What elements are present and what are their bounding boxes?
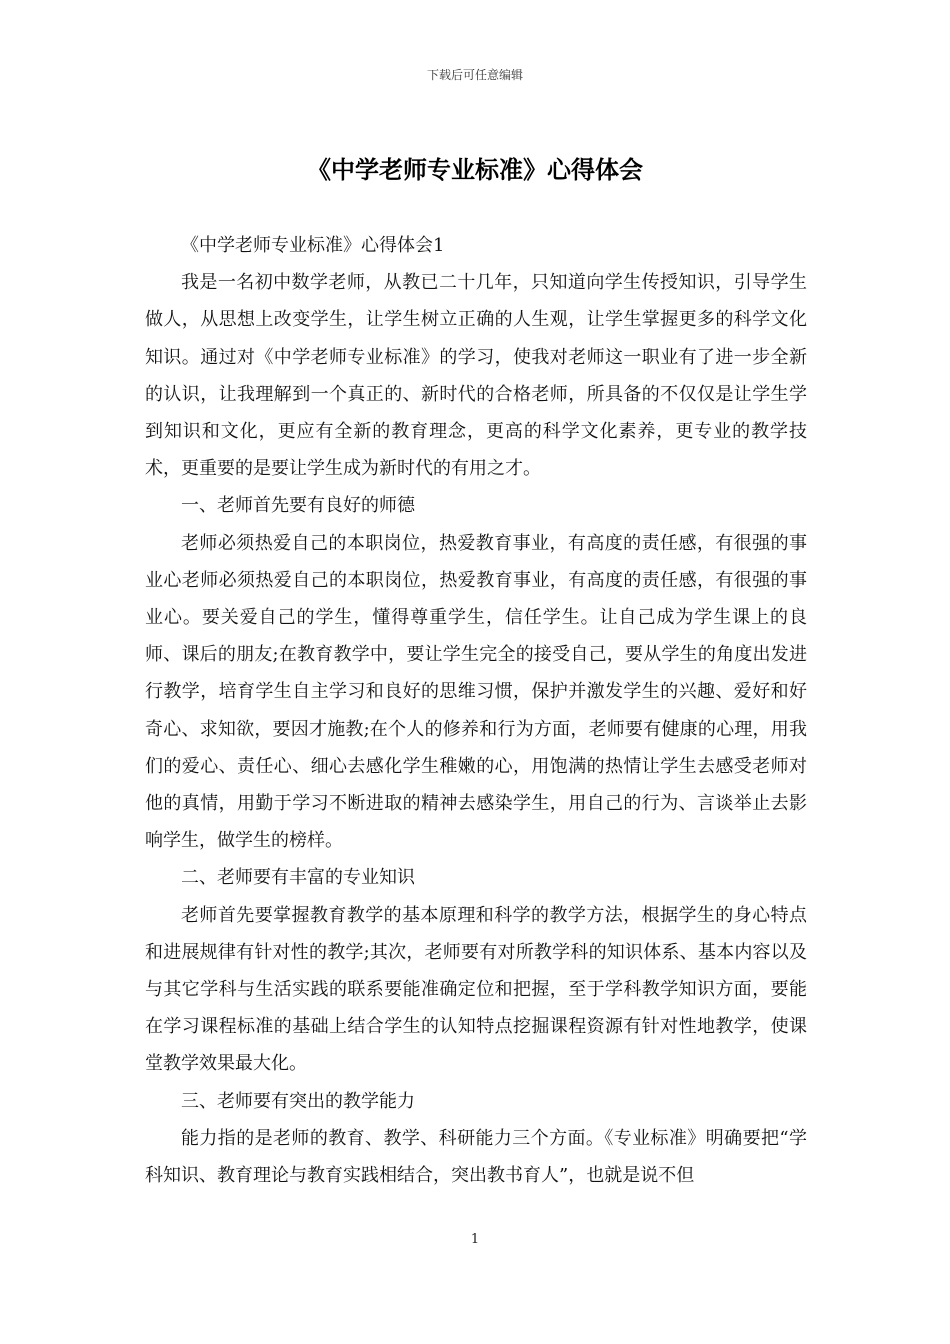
section-heading: 三、老师要有突出的教学能力 (181, 1090, 415, 1112)
paragraph: 老师首先要掌握教育教学的基本原理和科学的教学方法，根据学生的身心特点和进展规律有针对性的教学;其次，老师要有对所教学科的知识体系、基本内容以及与其它学科与生活实践的联系要能准确定位和把握，至于学科教学知识方面，要能在学习课程标准的基础上结合学生的认知特点挖掘课程资源有针对性地教学，使课堂教学效果最大化。 (145, 904, 807, 1075)
page-title: 《中学老师专业标准》心得体会 (307, 155, 643, 184)
paragraph: 老师必须热爱自己的本职岗位，热爱教育事业，有高度的责任感，有很强的事业心老师必须热爱自己的本职岗位，热爱教育事业，有高度的责任感，有很强的事业心。要关爱自己的学生，懂得尊重学生，信任学生。让自己成为学生课上的良师、课后的朋友;在教育教学中，要让学生完全的接受自己，要从学生的角度出发进行教学，培育学生自主学习和良好的思维习惯，保护并激发学生的兴趣、爱好和好奇心、求知欲，要因才施教;在个人的修养和行为方面，老师要有健康的心理，用我们的爱心、责任心、细心去感化学生稚嫩的心，用饱满的热情让学生去感受老师对他的真情，用勤于学习不断进取的精神去感染学生，用自己的行为、言谈举止去影响学生，做学生的榜样。 (145, 532, 807, 852)
document-body (145, 227, 807, 1194)
paragraph: 能力指的是老师的教育、教学、科研能力三个方面。《专业标准》明确要把“学科知识、教育理论与教育实践相结合，突出教书育人”，也就是说不但 (145, 1127, 807, 1187)
header-note: 下载后可任意编辑 (426, 68, 523, 82)
section-heading: 一、老师首先要有良好的师德 (181, 495, 415, 517)
page-number: 1 (470, 1232, 480, 1247)
paragraph: 我是一名初中数学老师，从教已二十几年，只知道向学生传授知识，引导学生做人，从思想上改变学生，让学生树立正确的人生观，让学生掌握更多的科学文化知识。通过对《中学老师专业标准》的学习，使我对老师这一职业有了进一步全新的认识，让我理解到一个真正的、新时代的合格老师，所具备的不仅仅是让学生学到知识和文化，更应有全新的教育理念，更高的科学文化素养，更专业的教学技术，更重要的是要让学生成为新时代的有用之才。 (145, 272, 807, 480)
section-heading: 二、老师要有丰富的专业知识 (181, 867, 415, 889)
section-heading: 《中学老师专业标准》心得体会1 (181, 235, 445, 256)
